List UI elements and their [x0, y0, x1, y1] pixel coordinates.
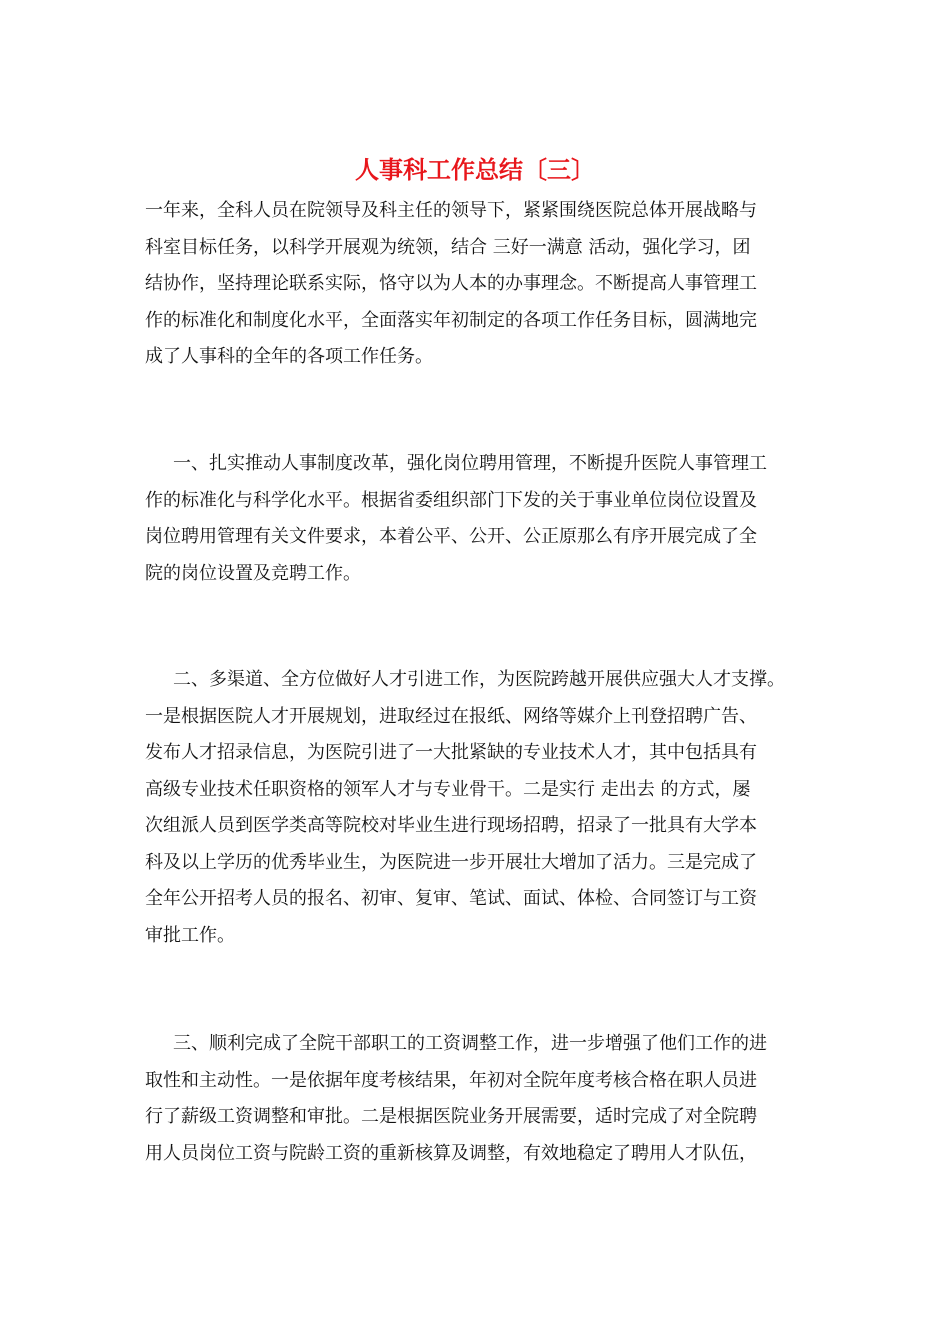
text-line: 岗位聘用管理有关文件要求，本着公平、公开、公正原那么有序开展完成了全: [145, 526, 757, 547]
text-line: 作的标准化与科学化水平。根据省委组织部门下发的关于事业单位岗位设置及: [145, 489, 757, 511]
paragraph-section-2: [145, 662, 825, 954]
text-line: 审批工作。: [145, 924, 235, 946]
text-line: 全年公开招考人员的报名、初审、复审、笔试、面试、体检、合同签订与工资: [145, 888, 757, 909]
text-line: 科室目标任务，以科学开展观为统领，结合 三好一满意 活动，强化学习，团: [145, 236, 751, 258]
text-line: 二、多渠道、全方位做好人才引进工作，为医院跨越开展供应强大人才支撑。: [173, 669, 785, 690]
paragraph-intro: [145, 193, 825, 376]
text-line: 用人员岗位工资与院龄工资的重新核算及调整，有效地稳定了聘用人才队伍，: [145, 1142, 757, 1164]
text-line: 行了薪级工资调整和审批。二是根据医院业务开展需要，适时完成了对全院聘: [145, 1106, 757, 1127]
paragraph-section-3: [145, 1026, 825, 1172]
text-line: 一、扎实推动人事制度改革，强化岗位聘用管理，不断提升医院人事管理工: [173, 453, 767, 474]
text-line: 一年来，全科人员在院领导及科主任的领导下，紧紧围绕医院总体开展战略与: [145, 200, 757, 221]
text-line: 院的岗位设置及竞聘工作。: [145, 562, 361, 584]
text-line: 成了人事科的全年的各项工作任务。: [145, 346, 433, 367]
text-line: 三、顺利完成了全院干部职工的工资调整工作，进一步增强了他们工作的进: [173, 1033, 767, 1054]
paragraph-section-1: [145, 446, 825, 592]
text-line: 高级专业技术任职资格的领军人才与专业骨干。二是实行 走出去 的方式，屡: [145, 778, 751, 800]
text-line: 科及以上学历的优秀毕业生，为医院进一步开展壮大增加了活力。三是完成了: [145, 851, 757, 873]
text-line: 作的标准化和制度化水平，全面落实年初制定的各项工作任务目标，圆满地完: [145, 309, 757, 331]
text-line: 一是根据医院人才开展规划，进取经过在报纸、网络等媒介上刊登招聘广告、: [145, 705, 757, 727]
document-title: 人事科工作总结〔三〕: [355, 155, 595, 184]
text-line: 次组派人员到医学类高等院校对毕业生进行现场招聘，招录了一批具有大学本: [145, 815, 757, 836]
text-line: 发布人才招录信息，为医院引进了一大批紧缺的专业技术人才，其中包括具有: [145, 742, 757, 763]
text-line: 结协作，坚持理论联系实际，恪守以为人本的办事理念。不断提高人事管理工: [145, 273, 757, 294]
text-line: 取性和主动性。一是依据年度考核结果，年初对全院年度考核合格在职人员进: [145, 1069, 757, 1091]
